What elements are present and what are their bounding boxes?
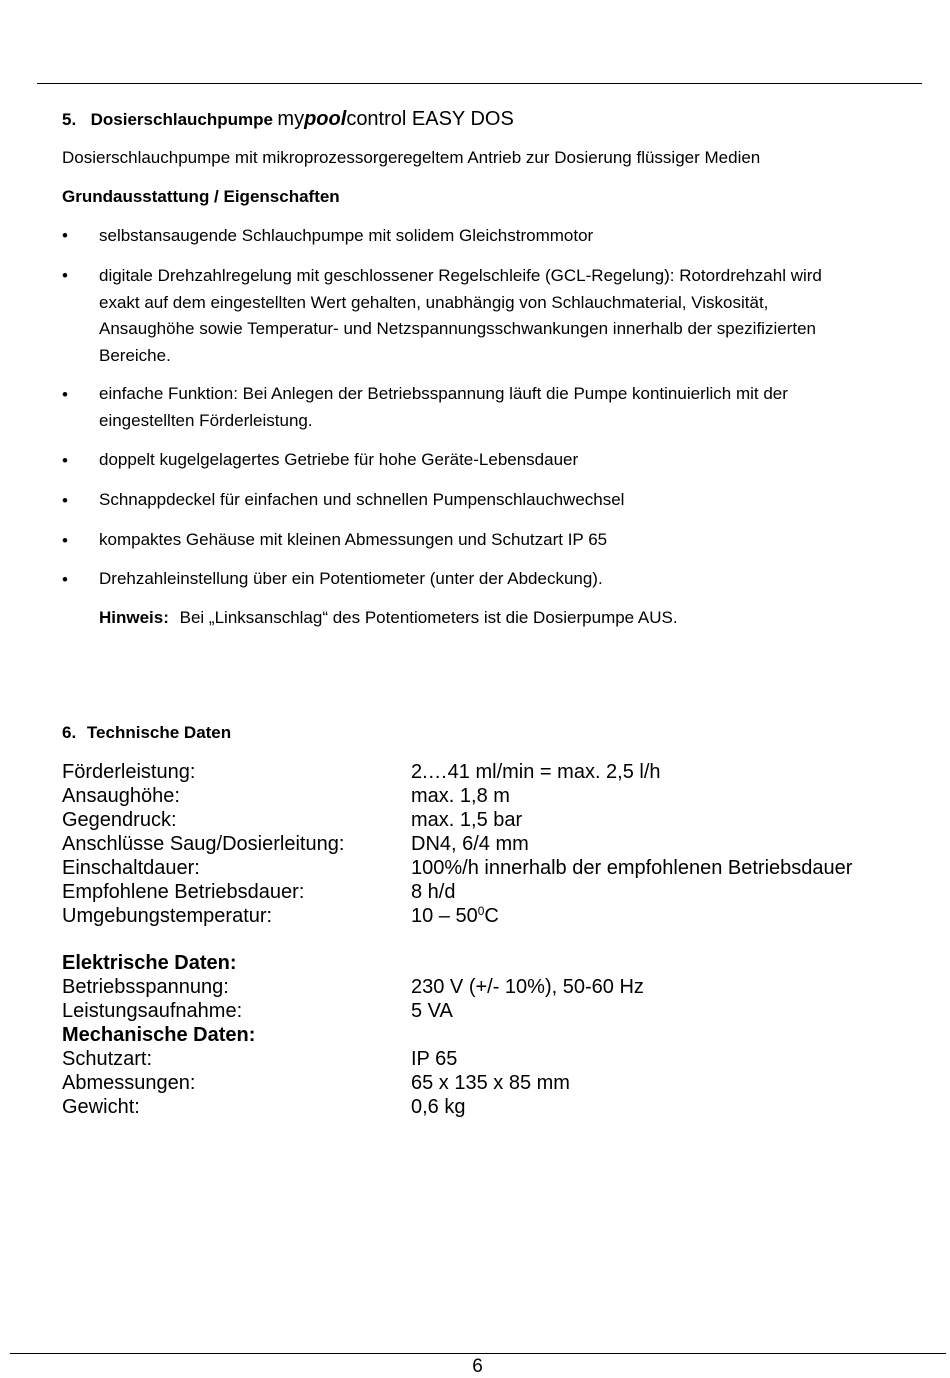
temp-value-number: 10 – 50 [411,905,478,927]
list-item-line: Bereiche. [99,345,171,365]
spec-value: 8 h/d [411,881,456,903]
bullet-dot: • [62,491,68,510]
header-rule [37,83,922,84]
list-item-line: einfache Funktion: Bei Anlegen der Betriebsspannung läuft die Pumpe kontinuierlich mit der [99,384,788,403]
list-item [99,381,788,434]
brand-control: control EASY DOS [346,108,514,130]
section-5-title: Dosierschlauchpumpe [90,110,273,129]
spec-value: 0,6 kg [411,1096,466,1118]
page-number: 6 [472,1356,483,1377]
bullet-dot: • [62,385,68,404]
list-item [99,527,607,554]
list-item [99,487,624,514]
list-item [99,223,593,250]
section-5-intro: Dosierschlauchpumpe mit mikroprozessorgeregeltem Antrieb zur Dosierung flüssiger Medien [62,148,761,167]
bullet-dot: • [62,266,68,285]
list-item-line: Ansaughöhe sowie Temperatur- und Netzspannungsschwankungen innerhalb der spezifizierten [99,319,816,338]
list-item-line: Schnappdeckel für einfachen und schnellen Pumpenschlauchwechsel [99,490,625,509]
bullet-dot: • [62,531,68,550]
spec-value: DN4, 6/4 mm [411,833,529,855]
list-item [99,566,603,593]
section-5-subheading: Grundausstattung / Eigenschaften [62,187,340,206]
section-5-number: 5. [62,110,77,129]
spec-value [411,905,499,928]
list-item-line: eingestellten Förderleistung. [99,410,313,430]
spec-label: Umgebungstemperatur: [62,905,273,927]
temp-unit: C [484,905,499,927]
spec-label: Schutzart: [62,1048,153,1070]
brand-pool: pool [304,108,347,130]
spec-value: 100%/h innerhalb der empfohlenen Betriebsdauer [411,857,853,879]
spec-label: Leistungsaufnahme: [62,1000,243,1022]
spec-value: 2.…41 ml/min = max. 2,5 l/h [411,761,661,783]
spec-value: max. 1,5 bar [411,809,523,831]
spec-label: Empfohlene Betriebsdauer: [62,881,305,903]
note-label: Hinweis: [99,608,169,627]
spec-value: max. 1,8 m [411,785,510,807]
electrical-heading: Elektrische Daten: [62,952,237,974]
list-item-line: doppelt kugelgelagertes Getriebe für hohe Geräte-Lebensdauer [99,450,579,469]
footer-rule [10,1353,946,1354]
list-item-line: Drehzahleinstellung über ein Potentiometer (unter der Abdeckung). [99,569,603,588]
section-6-number: 6. [62,723,77,742]
bullet-dot: • [62,226,68,245]
note-text: Bei „Linksanschlag“ des Potentiometers ist die Dosierpumpe AUS. [179,608,678,627]
spec-label: Einschaltdauer: [62,857,200,879]
spec-value: 230 V (+/- 10%), 50-60 Hz [411,976,644,998]
list-item [99,263,822,369]
spec-label: Ansaughöhe: [62,785,180,807]
spec-label: Betriebsspannung: [62,976,229,998]
mechanical-heading: Mechanische Daten: [62,1024,256,1046]
temp-superscript: 0 [477,904,485,918]
section-5-heading [62,108,514,131]
spec-value: IP 65 [411,1048,458,1070]
spec-label: Abmessungen: [62,1072,196,1094]
list-item [99,447,578,474]
spec-label: Anschlüsse Saug/Dosierleitung: [62,833,345,855]
brand-my: my [277,108,305,130]
spec-value: 65 x 135 x 85 mm [411,1072,570,1094]
bullet-dot: • [62,451,68,470]
note [99,608,678,628]
spec-label: Gegendruck: [62,809,177,831]
list-item-line: kompaktes Gehäuse mit kleinen Abmessungen und Schutzart IP 65 [99,530,608,549]
list-item-line: selbstansaugende Schlauchpumpe mit solidem Gleichstrommotor [99,226,594,245]
spec-label: Förderleistung: [62,761,196,783]
section-6-title: Technische Daten [86,723,232,742]
spec-value: 5 VA [411,1000,453,1022]
section-6-heading [62,723,231,743]
spec-label: Gewicht: [62,1096,140,1118]
list-item-line: exakt auf dem eingestellten Wert gehalten, unabhängig von Schlauchmaterial, Viskosität, [99,292,769,312]
list-item-line: digitale Drehzahlregelung mit geschlossener Regelschleife (GCL-Regelung): Rotordrehzahl wird [99,266,822,285]
bullet-dot: • [62,570,68,589]
